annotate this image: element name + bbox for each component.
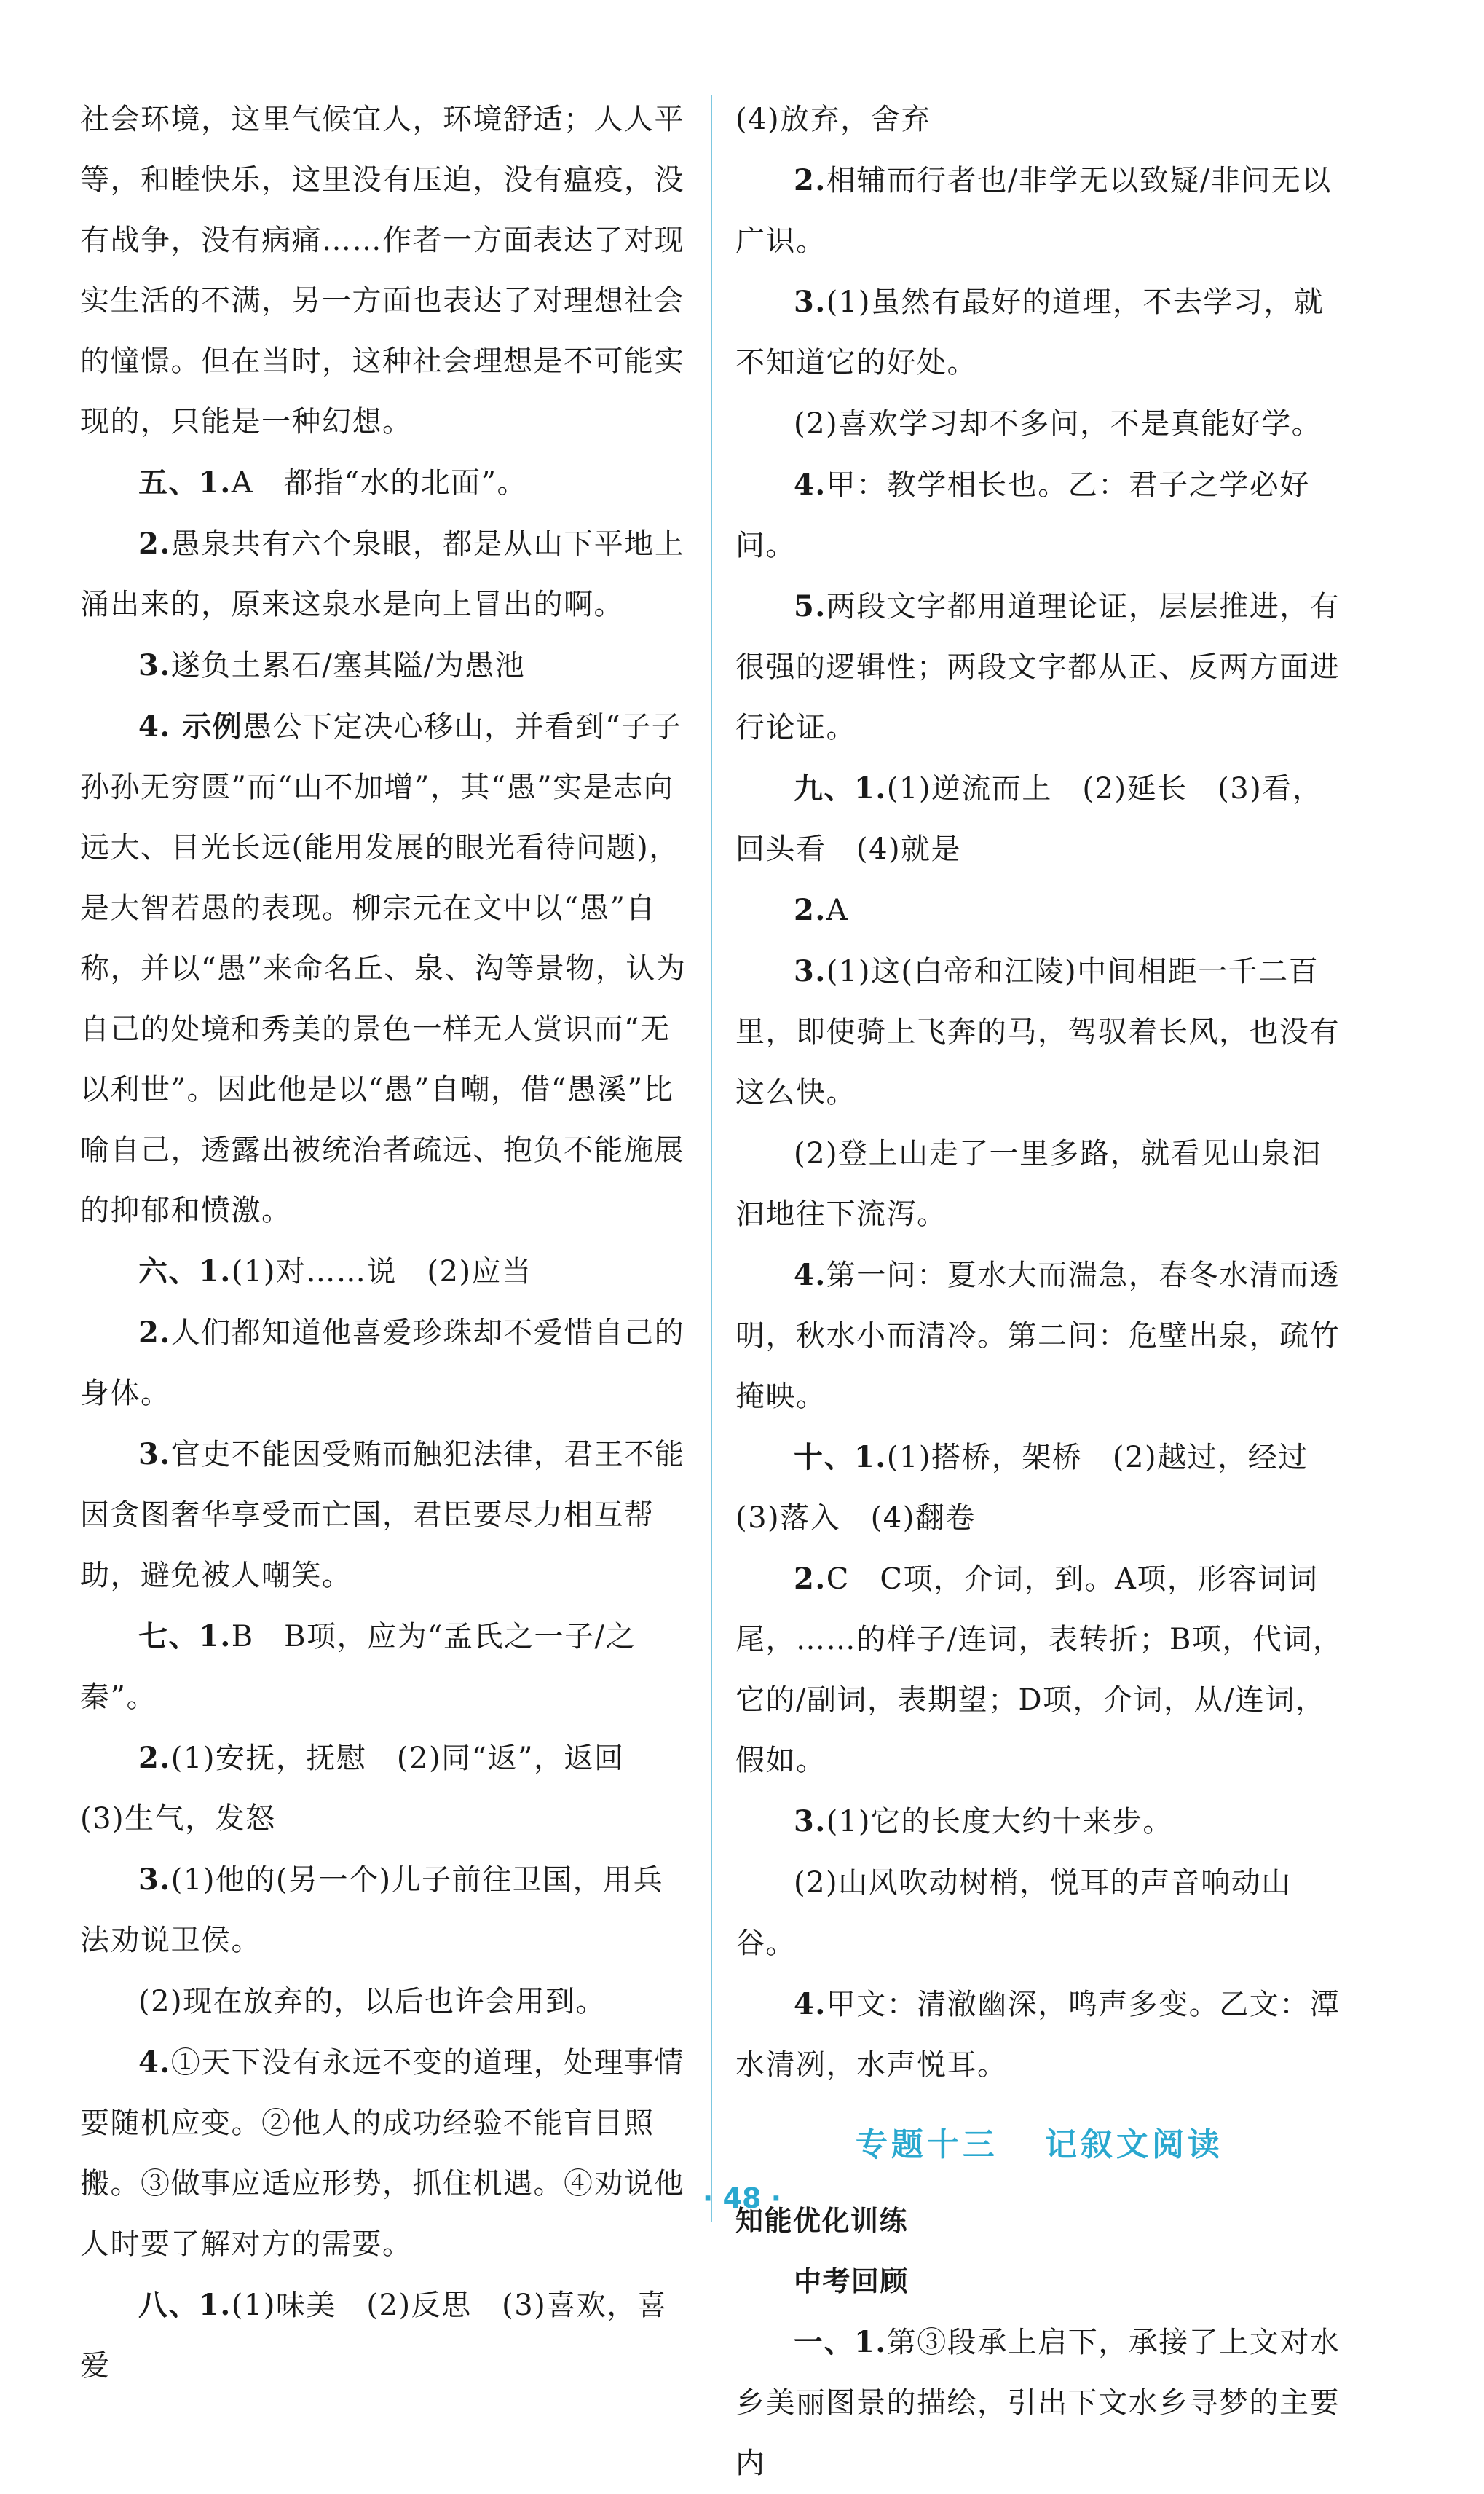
paragraph: (2)登上山走了一里多路，就看见山泉汩汩地往下流泻。 [735,1137,1322,1231]
paragraph: 3.(1)它的长度大约十来步。 [794,1804,1173,1838]
paragraph: 九、1.(1)逆流而上 (2)延长 (3)看，回头看 (4)就是 [735,771,1323,866]
paragraph: 七、1.B B项，应为“孟氏之一子/之秦”。 [80,1619,636,1714]
paragraph: 3.遂负土累石/塞其隘/为愚池 [138,648,526,682]
paragraph: 3.(1)虽然有最好的道理，不去学习，就不知道它的好处。 [735,285,1325,379]
paragraph: 六、1.(1)对……说 (2)应当 [138,1254,532,1289]
paragraph: 4. 示例愚公下定决心移山，并看到“子子孙孙无穷匮”而“山不加增”，其“愚”实是志向远大、目光长远(能用发展的眼光看待问题)，是大智若愚的表现。柳宗元在文中以“愚”自称，并以“愚”来命名丘、泉、沟等景物，认为自己的处境和秀美的景色一样无人赏识而“无以利世”。因此他是以“愚”自嘲，借“愚溪”比喻自己，透露出被统治者疏远、抱负不能施展的抑郁和愤激。 [80,709,687,1227]
paragraph: 八、1.(1)味美 (2)反思 (3)喜欢，喜爱 [80,2288,668,2383]
right-column [735,89,1343,2494]
paragraph: (2)现在放弃的，以后也许会用到。 [138,1985,607,2018]
left-column [80,89,692,2396]
paragraph: 4.甲：教学相长也。乙：君子之学必好问。 [735,468,1310,562]
paragraph: 3.(1)他的(另一个)儿子前往卫国，用兵法劝说卫侯。 [80,1862,664,1957]
page-number: · 48 · [702,2182,782,2214]
paragraph: 2.愚泉共有六个泉眼，都是从山下平地上涌出来的，原来这泉水是向上冒出的啊。 [80,527,685,621]
paragraph: 5.两段文字都用道理论证，层层推进，有很强的逻辑性；两段文字都从正、反两方面进行论证。 [735,589,1341,744]
paragraph: 4.①天下没有永远不变的道理，处理事情要随机应变。②他人的成功经验不能盲目照搬。③做事应适应形势，抓住机遇。④劝说他人时要了解对方的需要。 [80,2045,685,2261]
paragraph: 2.人们都知道他喜爱珍珠却不爱惜自己的身体。 [80,1315,685,1410]
paragraph: (2)喜欢学习却不多问，不是真能好学。 [794,407,1322,441]
paragraph: 五、1.A 都指“水的北面”。 [138,465,528,500]
paragraph: 4.第一问：夏水大而湍急，春冬水清而透明，秋水小而清冷。第二问：危壁出泉，疏竹掩映。 [735,1258,1341,1413]
column-divider [711,95,712,2222]
paragraph: (4)放弃，舍弃 [735,103,931,136]
paragraph: 3.官吏不能因受贿而触犯法律，君王不能因贪图奢华享受而亡国，君臣要尽力相互帮助，避免被人嘲笑。 [80,1437,685,1592]
paragraph: 2.A [794,893,849,927]
section-heading: 知能优化训练 [735,2205,909,2237]
paragraph: 3.(1)这(白帝和江陵)中间相距一千二百里，即使骑上飞奔的马，驾驭着长风，也没有这么快。 [735,954,1340,1109]
paragraph: 2.C C项，介词，到。A项，形容词词尾，……的样子/连词，表转折；B项，代词，它的/副词，表期望；D项，介词，从/连词，假如。 [735,1562,1343,1777]
paragraph: 社会环境，这里气候宜人，环境舒适；人人平等，和睦快乐，这里没有压迫，没有瘟疫，没有战争，没有病痛……作者一方面表达了对现实生活的不满，另一方面也表达了对理想社会的憧憬。但在当时，这种社会理想是不可能实现的，只能是一种幻想。 [80,103,684,438]
paragraph: 一、1.第③段承上启下，承接了上文对水乡美丽图景的描绘，引出下文水乡寻梦的主要内 [735,2325,1341,2480]
paragraph: (2)山风吹动树梢，悦耳的声音响动山谷。 [735,1866,1292,1960]
paragraph: 2.(1)安抚，抚慰 (2)同“返”，返回 (3)生气，发怒 [80,1741,655,1836]
subsection-heading: 中考回顾 [794,2265,909,2297]
paragraph: 2.相辅而行者也/非学无以致疑/非问无以广识。 [735,163,1332,258]
paragraph: 4.甲文：清澈幽深，鸣声多变。乙文：潭水清冽，水声悦耳。 [735,1987,1341,2082]
topic-heading: 专题十三 记叙文阅读 [856,2126,1223,2163]
paragraph: 十、1.(1)搭桥，架桥 (2)越过，经过 (3)落入 (4)翻卷 [735,1440,1339,1535]
